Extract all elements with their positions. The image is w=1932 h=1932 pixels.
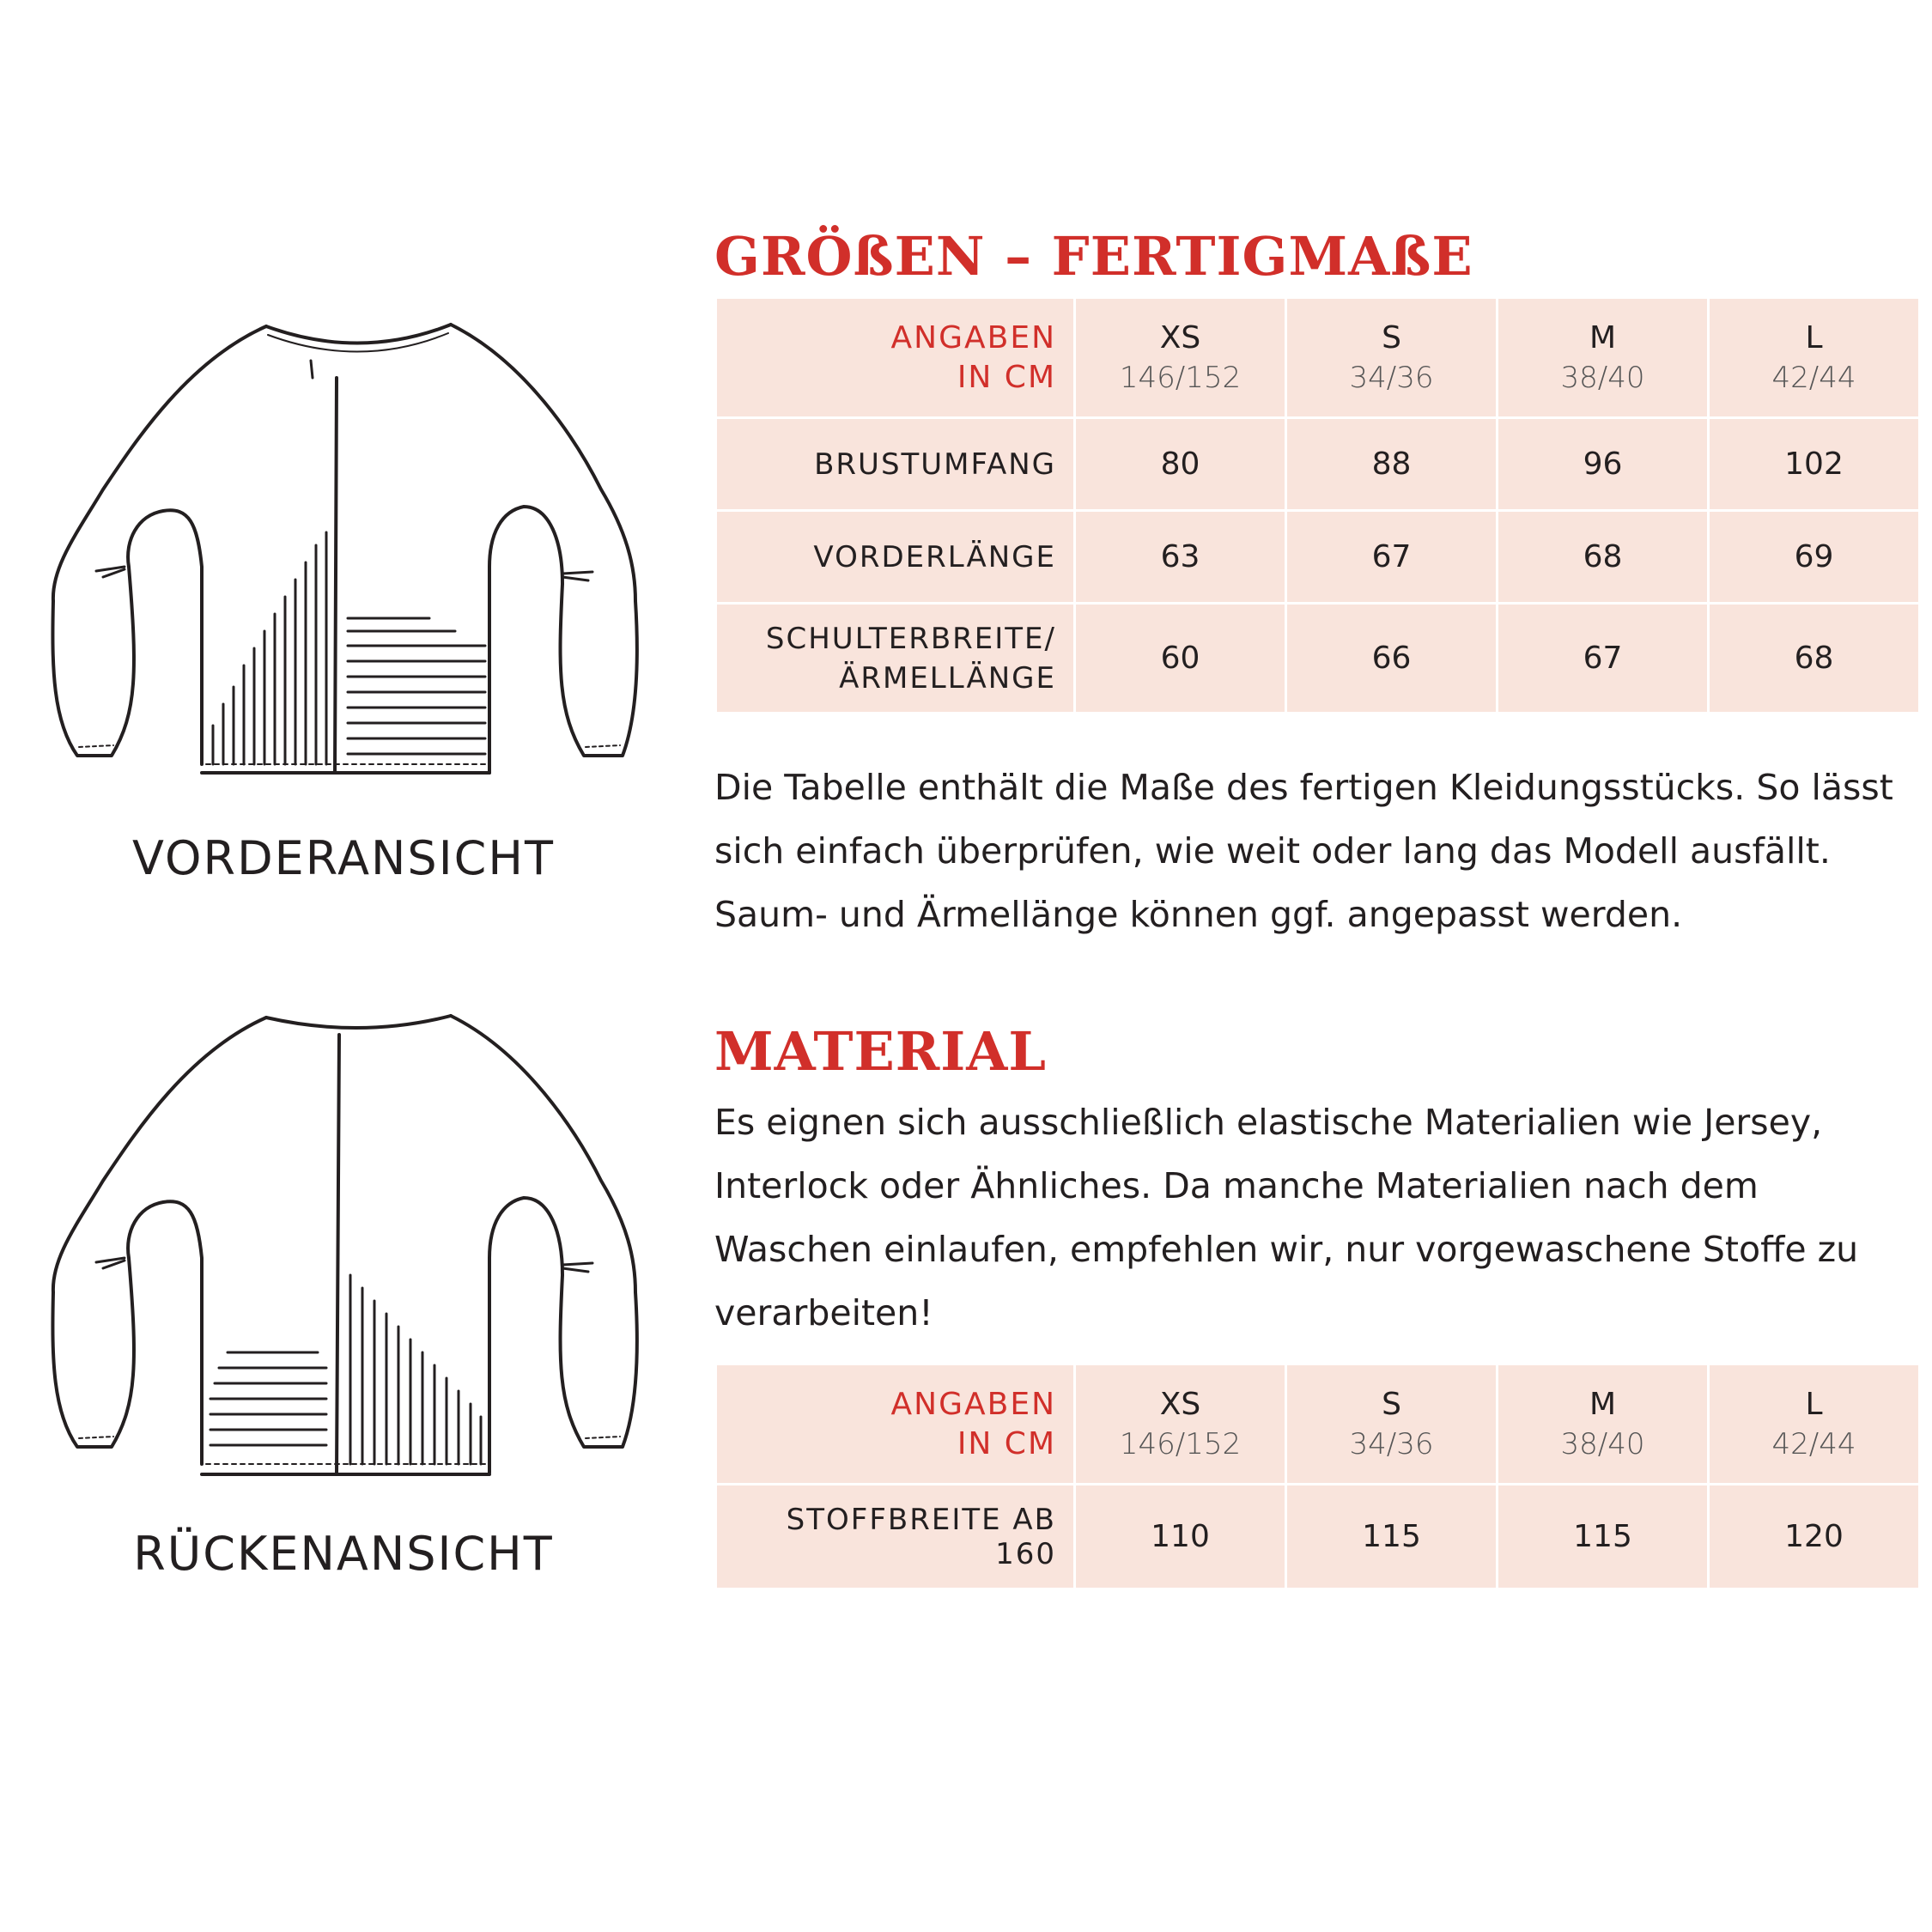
size-column-header: [1286, 298, 1498, 418]
table-cell: 96: [1498, 418, 1709, 511]
table-cell: 67: [1498, 604, 1709, 714]
size-range: 146/152: [1119, 1426, 1242, 1461]
table-cell: 88: [1286, 418, 1498, 511]
table-cell: 68: [1498, 511, 1709, 604]
material-description: Es eignen sich ausschließlich elastische Materialien wie Jersey, Interlock oder Ähnliches. Da manche Materialien nach dem Waschen einlaufen, empfehlen wir, nur vorgewaschene Stoffe zu verarbeiten!: [714, 1102, 1859, 1334]
material-table: [714, 1363, 1921, 1590]
row-label-line-2: ÄRMELLÄNGE: [839, 660, 1056, 696]
size-column-header: [1498, 1364, 1709, 1485]
unit-label-line-1: ANGABEN: [890, 1386, 1056, 1422]
size-column-header: [1075, 298, 1286, 418]
table-cell: 110: [1075, 1485, 1286, 1589]
table-row: [716, 604, 1920, 714]
back-view-sketch: [43, 1000, 644, 1481]
table-cell: 63: [1075, 511, 1286, 604]
size-code: L: [1805, 1386, 1823, 1422]
table-row: [716, 511, 1920, 604]
row-label: [716, 604, 1075, 714]
size-column-header: [1075, 1364, 1286, 1485]
table-cell: 115: [1286, 1485, 1498, 1589]
size-range: 42/44: [1771, 360, 1856, 395]
table-cell: 67: [1286, 511, 1498, 604]
back-view-label: RÜCKENANSICHT: [133, 1527, 554, 1581]
size-code: M: [1589, 319, 1617, 355]
table-cell: 66: [1286, 604, 1498, 714]
size-code: L: [1805, 319, 1823, 355]
size-range: 146/152: [1119, 360, 1242, 395]
size-column-header: [1709, 1364, 1920, 1485]
front-view-sketch: [43, 309, 644, 790]
sizes-heading: GRÖßEN – FERTIGMAßE: [714, 225, 1473, 288]
table-cell: 120: [1709, 1485, 1920, 1589]
size-code: S: [1382, 319, 1401, 355]
material-header-row: [716, 1364, 1920, 1485]
sizes-description: Die Tabelle enthält die Maße des fertigen Kleidungsstücks. So lässt sich einfach überprüfen, wie weit oder lang das Modell ausfällt. Saum- und Ärmellänge können ggf. angepasst werden.: [714, 767, 1893, 935]
size-range: 34/36: [1349, 360, 1434, 395]
size-code: S: [1382, 1386, 1401, 1422]
table-row: [716, 1485, 1920, 1589]
size-code: M: [1589, 1386, 1617, 1422]
row-label: VORDERLÄNGE: [716, 511, 1075, 604]
row-label: STOFFBREITE AB 160: [716, 1485, 1075, 1589]
size-column-header: [1709, 298, 1920, 418]
unit-label: [716, 1364, 1075, 1485]
size-code: XS: [1159, 319, 1201, 355]
material-heading: MATERIAL: [714, 1020, 1047, 1083]
table-cell: 115: [1498, 1485, 1709, 1589]
unit-label-line-1: ANGABEN: [890, 319, 1056, 355]
size-column-header: [1498, 298, 1709, 418]
sizes-header-row: [716, 298, 1920, 418]
size-column-header: [1286, 1364, 1498, 1485]
row-label: BRUSTUMFANG: [716, 418, 1075, 511]
unit-label-line-2: IN CM: [957, 1425, 1056, 1461]
table-cell: 69: [1709, 511, 1920, 604]
table-cell: 102: [1709, 418, 1920, 511]
size-range: 42/44: [1771, 1426, 1856, 1461]
unit-label-line-2: IN CM: [957, 359, 1056, 395]
size-range: 38/40: [1560, 1426, 1645, 1461]
table-cell: 60: [1075, 604, 1286, 714]
unit-label: [716, 298, 1075, 418]
table-row: [716, 418, 1920, 511]
size-range: 38/40: [1560, 360, 1645, 395]
sizes-table: [714, 296, 1921, 714]
size-range: 34/36: [1349, 1426, 1434, 1461]
front-view-label: VORDERANSICHT: [132, 831, 555, 885]
table-cell: 80: [1075, 418, 1286, 511]
size-code: XS: [1159, 1386, 1201, 1422]
row-label-line-1: SCHULTERBREITE/: [765, 621, 1056, 656]
table-cell: 68: [1709, 604, 1920, 714]
